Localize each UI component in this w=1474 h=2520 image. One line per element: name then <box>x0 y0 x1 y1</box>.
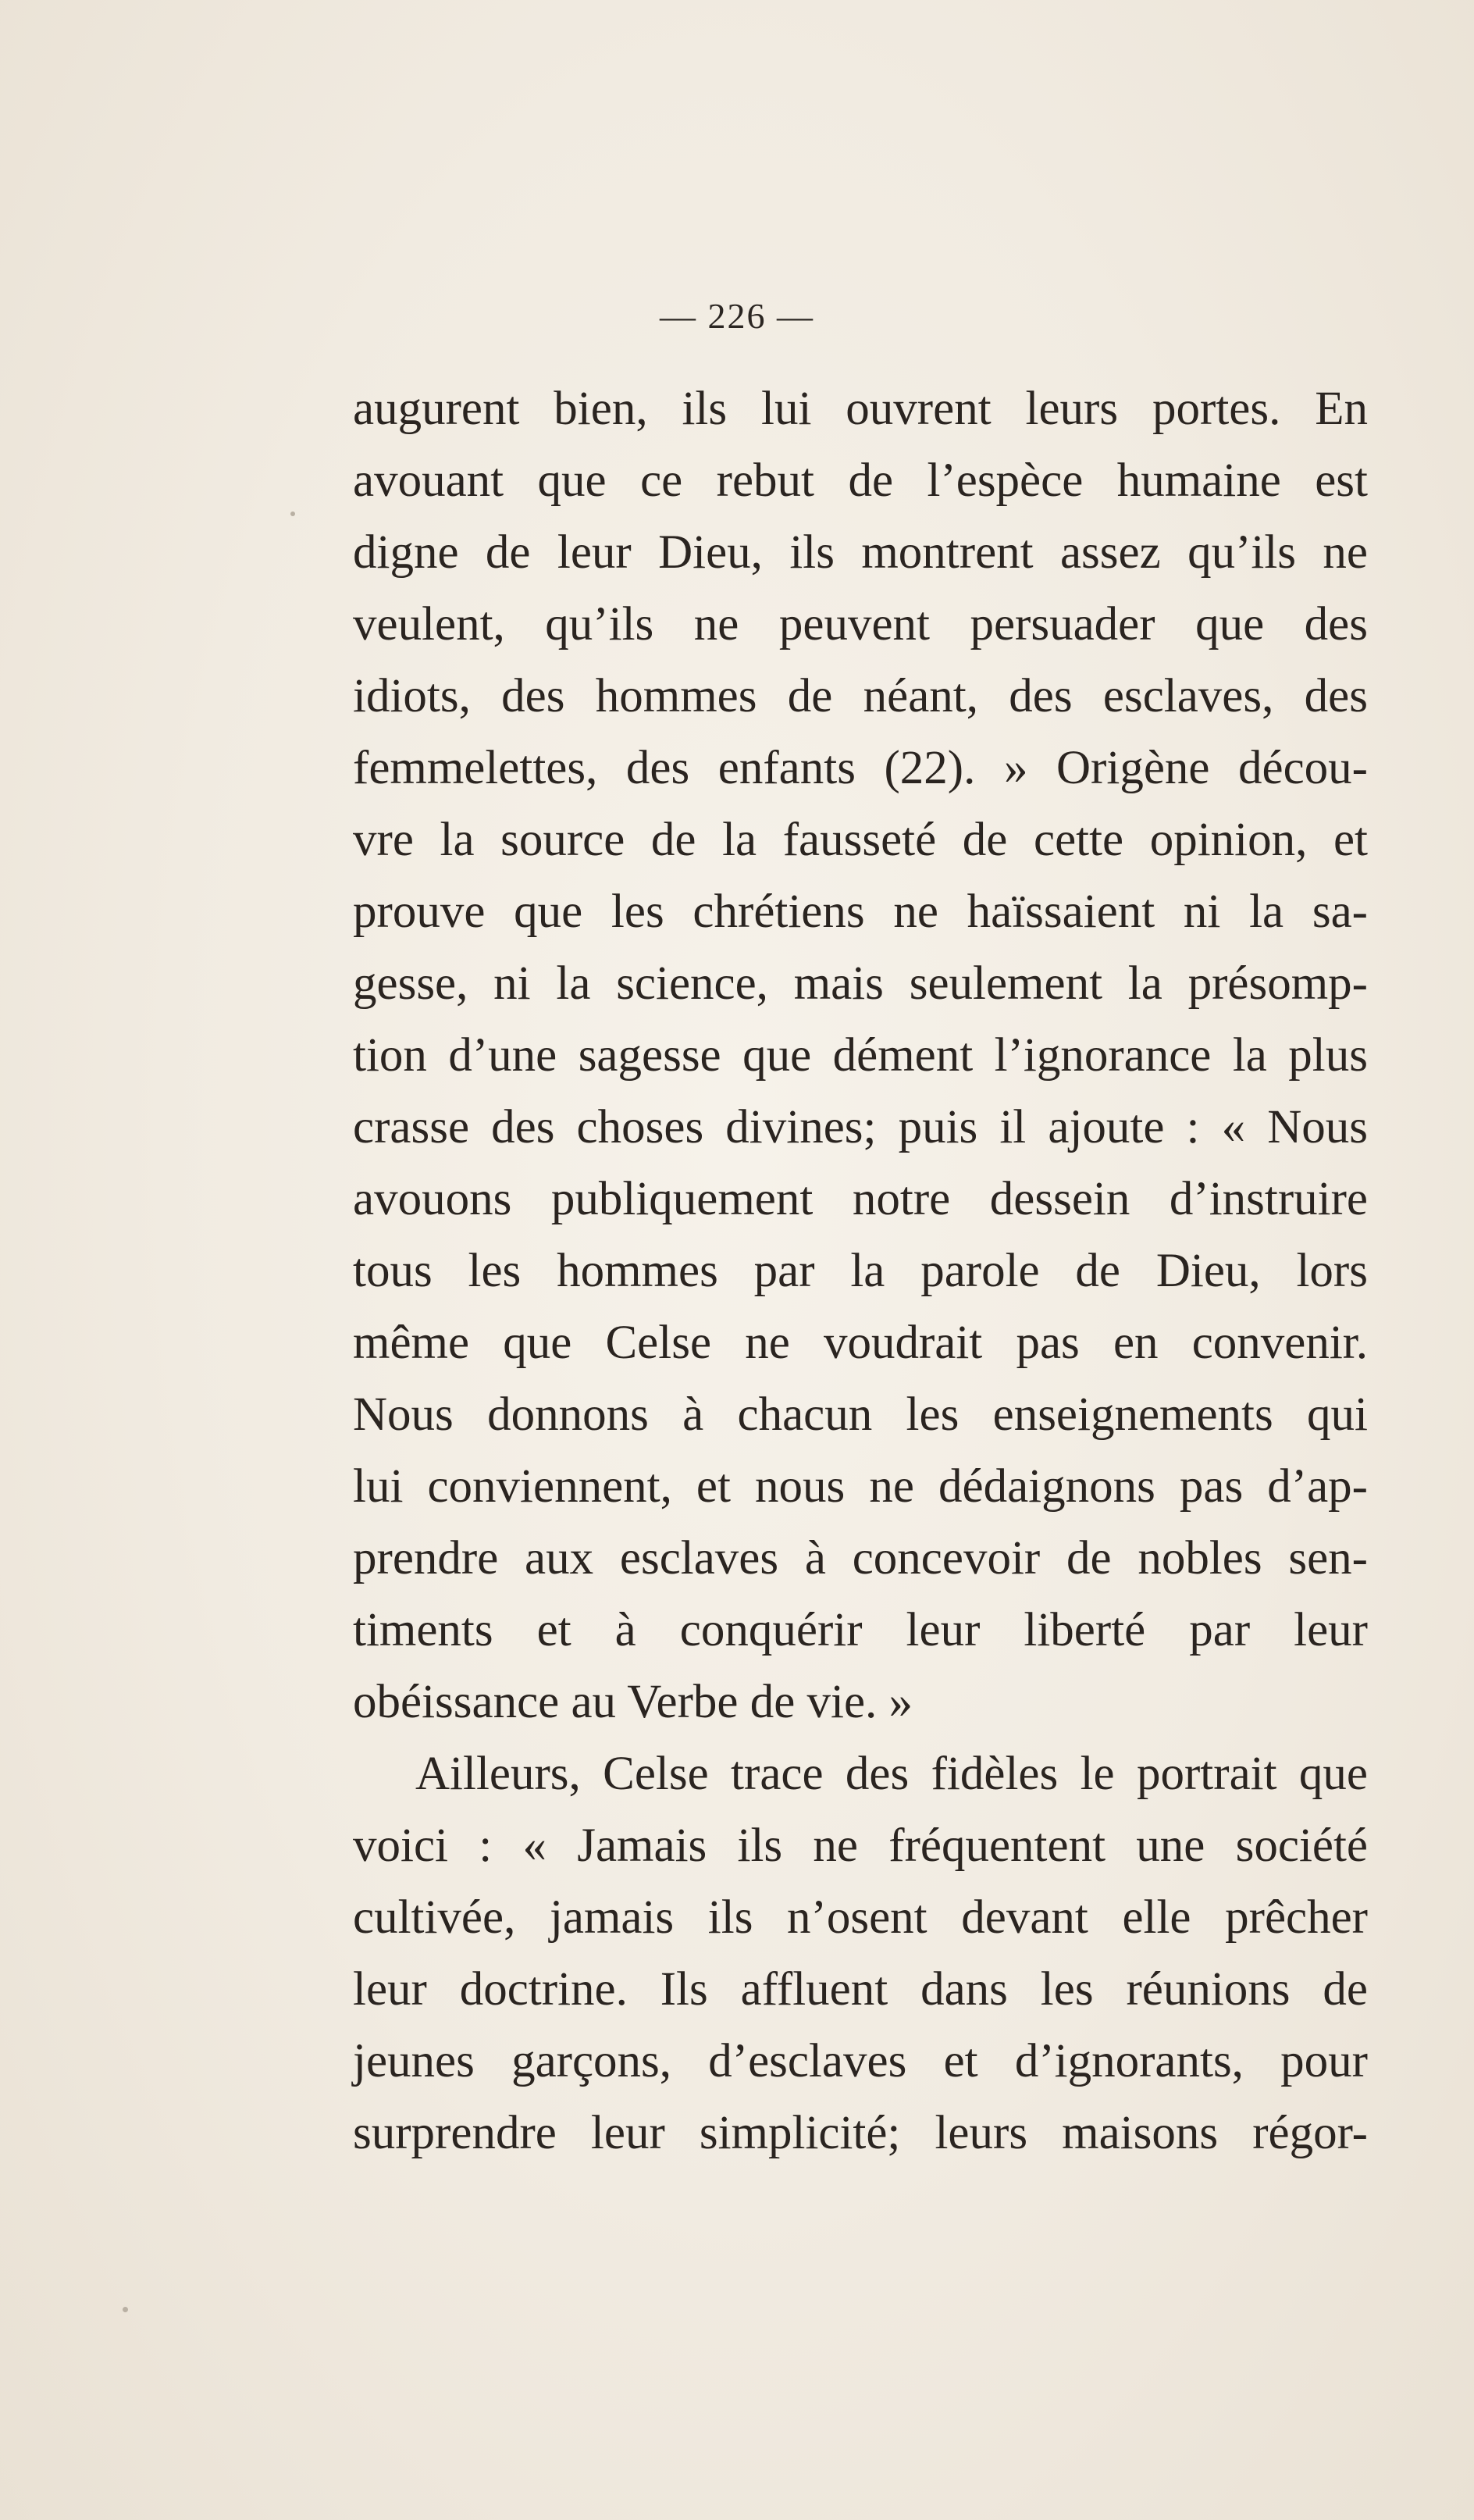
text-line: tous les hommes par la parole de Dieu, lors <box>353 1245 1368 1297</box>
text-line: femmelettes, des enfants (22). » Origène décou- <box>353 742 1368 794</box>
text-line: timents et à conquérir leur liberté par leur <box>353 1604 1368 1656</box>
paper-speck <box>123 2307 128 2312</box>
text-line: digne de leur Dieu, ils montrent assez qu’ils ne <box>353 526 1368 579</box>
text-line: leur doctrine. Ils affluent dans les réunions de <box>353 1963 1368 2016</box>
text-line: avouant que ce rebut de l’espèce humaine est <box>353 454 1368 507</box>
text-line: augurent bien, ils lui ouvrent leurs portes. En <box>353 383 1368 435</box>
text-line: tion d’une sagesse que dément l’ignorance la plus <box>353 1029 1368 1082</box>
paper-speck <box>290 511 295 516</box>
text-line: cultivée, jamais ils n’osent devant elle prêcher <box>353 1891 1368 1944</box>
text-line: veulent, qu’ils ne peuvent persuader que des <box>353 598 1368 650</box>
text-line: prouve que les chrétiens ne haïssaient ni la sa- <box>353 886 1368 938</box>
body-text <box>353 373 1368 2169</box>
text-line: idiots, des hommes de néant, des esclaves, des <box>353 670 1368 722</box>
text-line: voici : « Jamais ils ne fréquentent une société <box>353 1820 1368 1872</box>
text-line: obéissance au Verbe de vie. » <box>353 1676 913 1728</box>
text-line: lui conviennent, et nous ne dédaignons pas d’ap- <box>353 1460 1368 1513</box>
text-line: Ailleurs, Celse trace des fidèles le portrait que <box>415 1748 1368 1800</box>
text-line: surprendre leur simplicité; leurs maisons régor- <box>353 2107 1368 2159</box>
text-line: gesse, ni la science, mais seulement la présomp- <box>353 957 1368 1010</box>
text-line: Nous donnons à chacun les enseignements qui <box>353 1388 1368 1441</box>
text-line: jeunes garçons, d’esclaves et d’ignorants, pour <box>353 2035 1368 2087</box>
text-line: vre la source de la fausseté de cette opinion, et <box>353 814 1368 866</box>
text-line: prendre aux esclaves à concevoir de nobles sen- <box>353 1532 1368 1584</box>
text-line: avouons publiquement notre dessein d’instruire <box>353 1173 1368 1225</box>
page-number: — 226 — <box>660 296 814 336</box>
text-line: même que Celse ne voudrait pas en convenir. <box>353 1317 1368 1369</box>
text-line: crasse des choses divines; puis il ajoute : « Nous <box>353 1101 1368 1153</box>
